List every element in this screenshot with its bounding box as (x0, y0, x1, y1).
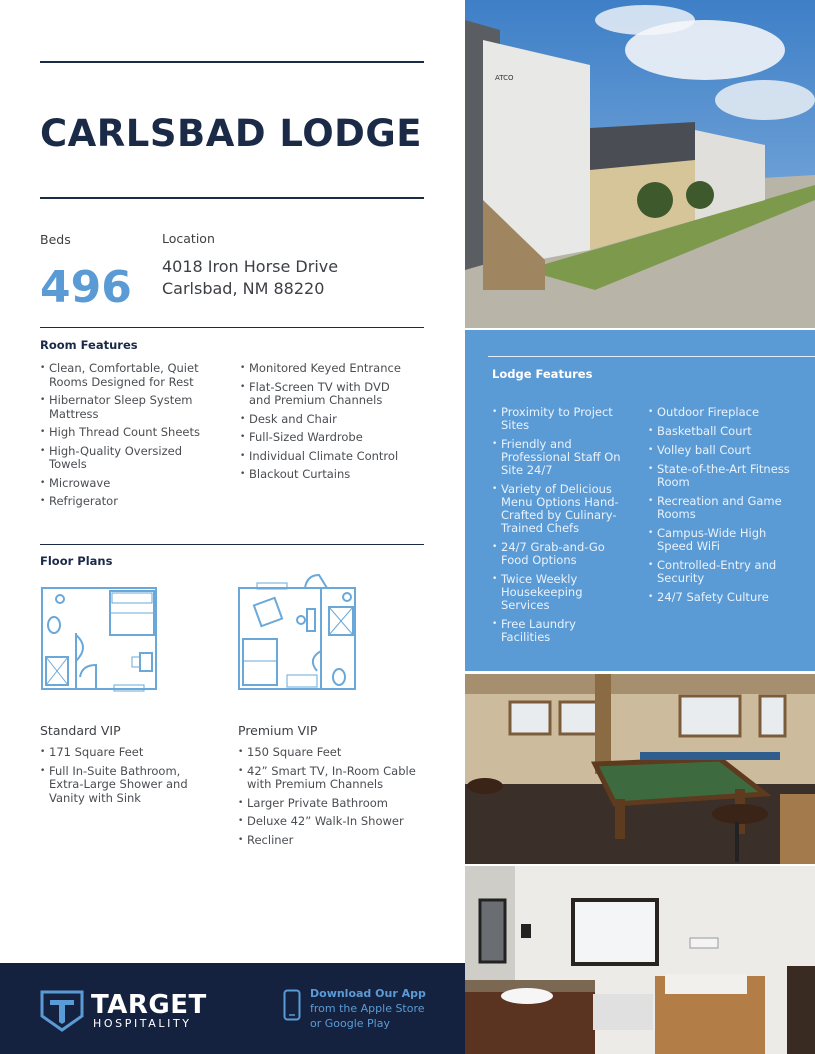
standard-vip-list (40, 746, 205, 810)
list-item: • State-of-the-Art Fitness Room (648, 463, 798, 489)
lodge-features-list-1 (492, 406, 627, 650)
list-item: • Basketball Court (648, 425, 798, 438)
game-room-photo (465, 674, 815, 864)
list-item: • Blackout Curtains (240, 468, 410, 482)
list-item: • 171 Square Feet (40, 746, 205, 760)
list-item: • Proximity to Project Sites (492, 406, 627, 432)
standard-vip-label: Standard VIP (40, 723, 121, 738)
footer (0, 963, 465, 1054)
list-item: • Clean, Comfortable, Quiet Rooms Designed for Rest (40, 362, 200, 389)
list-item: • Individual Climate Control (240, 450, 410, 464)
list-item: • Free Laundry Facilities (492, 618, 627, 644)
location-label: Location (162, 231, 215, 246)
lodge-features-panel (465, 330, 815, 671)
list-item: • 150 Square Feet (238, 746, 428, 760)
page-title: CARLSBAD LODGE (40, 112, 423, 155)
room-features-list-1 (40, 362, 200, 514)
list-item: • Full-Sized Wardrobe (240, 431, 410, 445)
app-store-text: from the Apple Store (310, 1002, 425, 1015)
lodge-features-list-2 (648, 406, 798, 610)
list-item: • Twice Weekly Housekeeping Services (492, 573, 627, 612)
google-play-text: or Google Play (310, 1017, 390, 1030)
list-item: • Campus-Wide High Speed WiFi (648, 527, 798, 553)
app-download-heading[interactable]: Download Our App (310, 987, 426, 1000)
lodge-exterior-photo (465, 0, 815, 328)
location-address: 4018 Iron Horse Drive Carlsbad, NM 88220 (162, 257, 339, 298)
room-features-list-2 (240, 362, 410, 487)
target-hospitality-logo-icon (40, 990, 84, 1032)
photo-sign-text: ATCO (495, 74, 514, 82)
standard-floor-plan-icon (40, 585, 160, 695)
list-item: • Full In-Suite Bathroom, Extra-Large Shower and Vanity with Sink (40, 765, 205, 806)
premium-vip-list (238, 746, 428, 852)
list-item: • High Thread Count Sheets (40, 426, 200, 440)
list-item: • Deluxe 42” Walk-In Shower (238, 815, 428, 829)
top-rule (40, 61, 424, 63)
brand-name: TARGET (91, 990, 207, 1020)
list-item: • High-Quality Oversized Towels (40, 445, 200, 472)
list-item: • Friendly and Professional Staff On Site 24/7 (492, 438, 627, 477)
guest-room-photo (465, 866, 815, 1054)
list-item: • Larger Private Bathroom (238, 797, 428, 811)
premium-floor-plan-icon (237, 573, 359, 695)
section-rule (40, 327, 424, 328)
phone-icon (283, 989, 301, 1021)
list-item: • Variety of Delicious Menu Options Hand-Crafted by Culinary-Trained Chefs (492, 483, 627, 535)
list-item: • 24/7 Safety Culture (648, 591, 798, 604)
panel-rule (488, 356, 815, 357)
list-item: • Hibernator Sleep System Mattress (40, 394, 200, 421)
list-item: • Refrigerator (40, 495, 200, 509)
list-item: • Outdoor Fireplace (648, 406, 798, 419)
floor-plans-heading: Floor Plans (40, 554, 113, 568)
list-item: • Microwave (40, 477, 200, 491)
list-item: • Controlled-Entry and Security (648, 559, 798, 585)
list-item: • Volley ball Court (648, 444, 798, 457)
lodge-features-heading: Lodge Features (492, 367, 593, 381)
room-features-heading: Room Features (40, 338, 138, 352)
premium-vip-label: Premium VIP (238, 723, 318, 738)
beds-count: 496 (40, 262, 132, 313)
beds-label: Beds (40, 232, 71, 247)
list-item: • Desk and Chair (240, 413, 410, 427)
list-item: • Recreation and Game Rooms (648, 495, 798, 521)
list-item: • Monitored Keyed Entrance (240, 362, 410, 376)
list-item: • Flat-Screen TV with DVD and Premium Channels (240, 381, 410, 408)
brand-subtitle: HOSPITALITY (93, 1017, 192, 1030)
section-rule (40, 544, 424, 545)
title-rule (40, 197, 424, 199)
list-item: • 24/7 Grab-and-Go Food Options (492, 541, 627, 567)
list-item: • Recliner (238, 834, 428, 848)
list-item: • 42” Smart TV, In-Room Cable with Premium Channels (238, 765, 428, 792)
